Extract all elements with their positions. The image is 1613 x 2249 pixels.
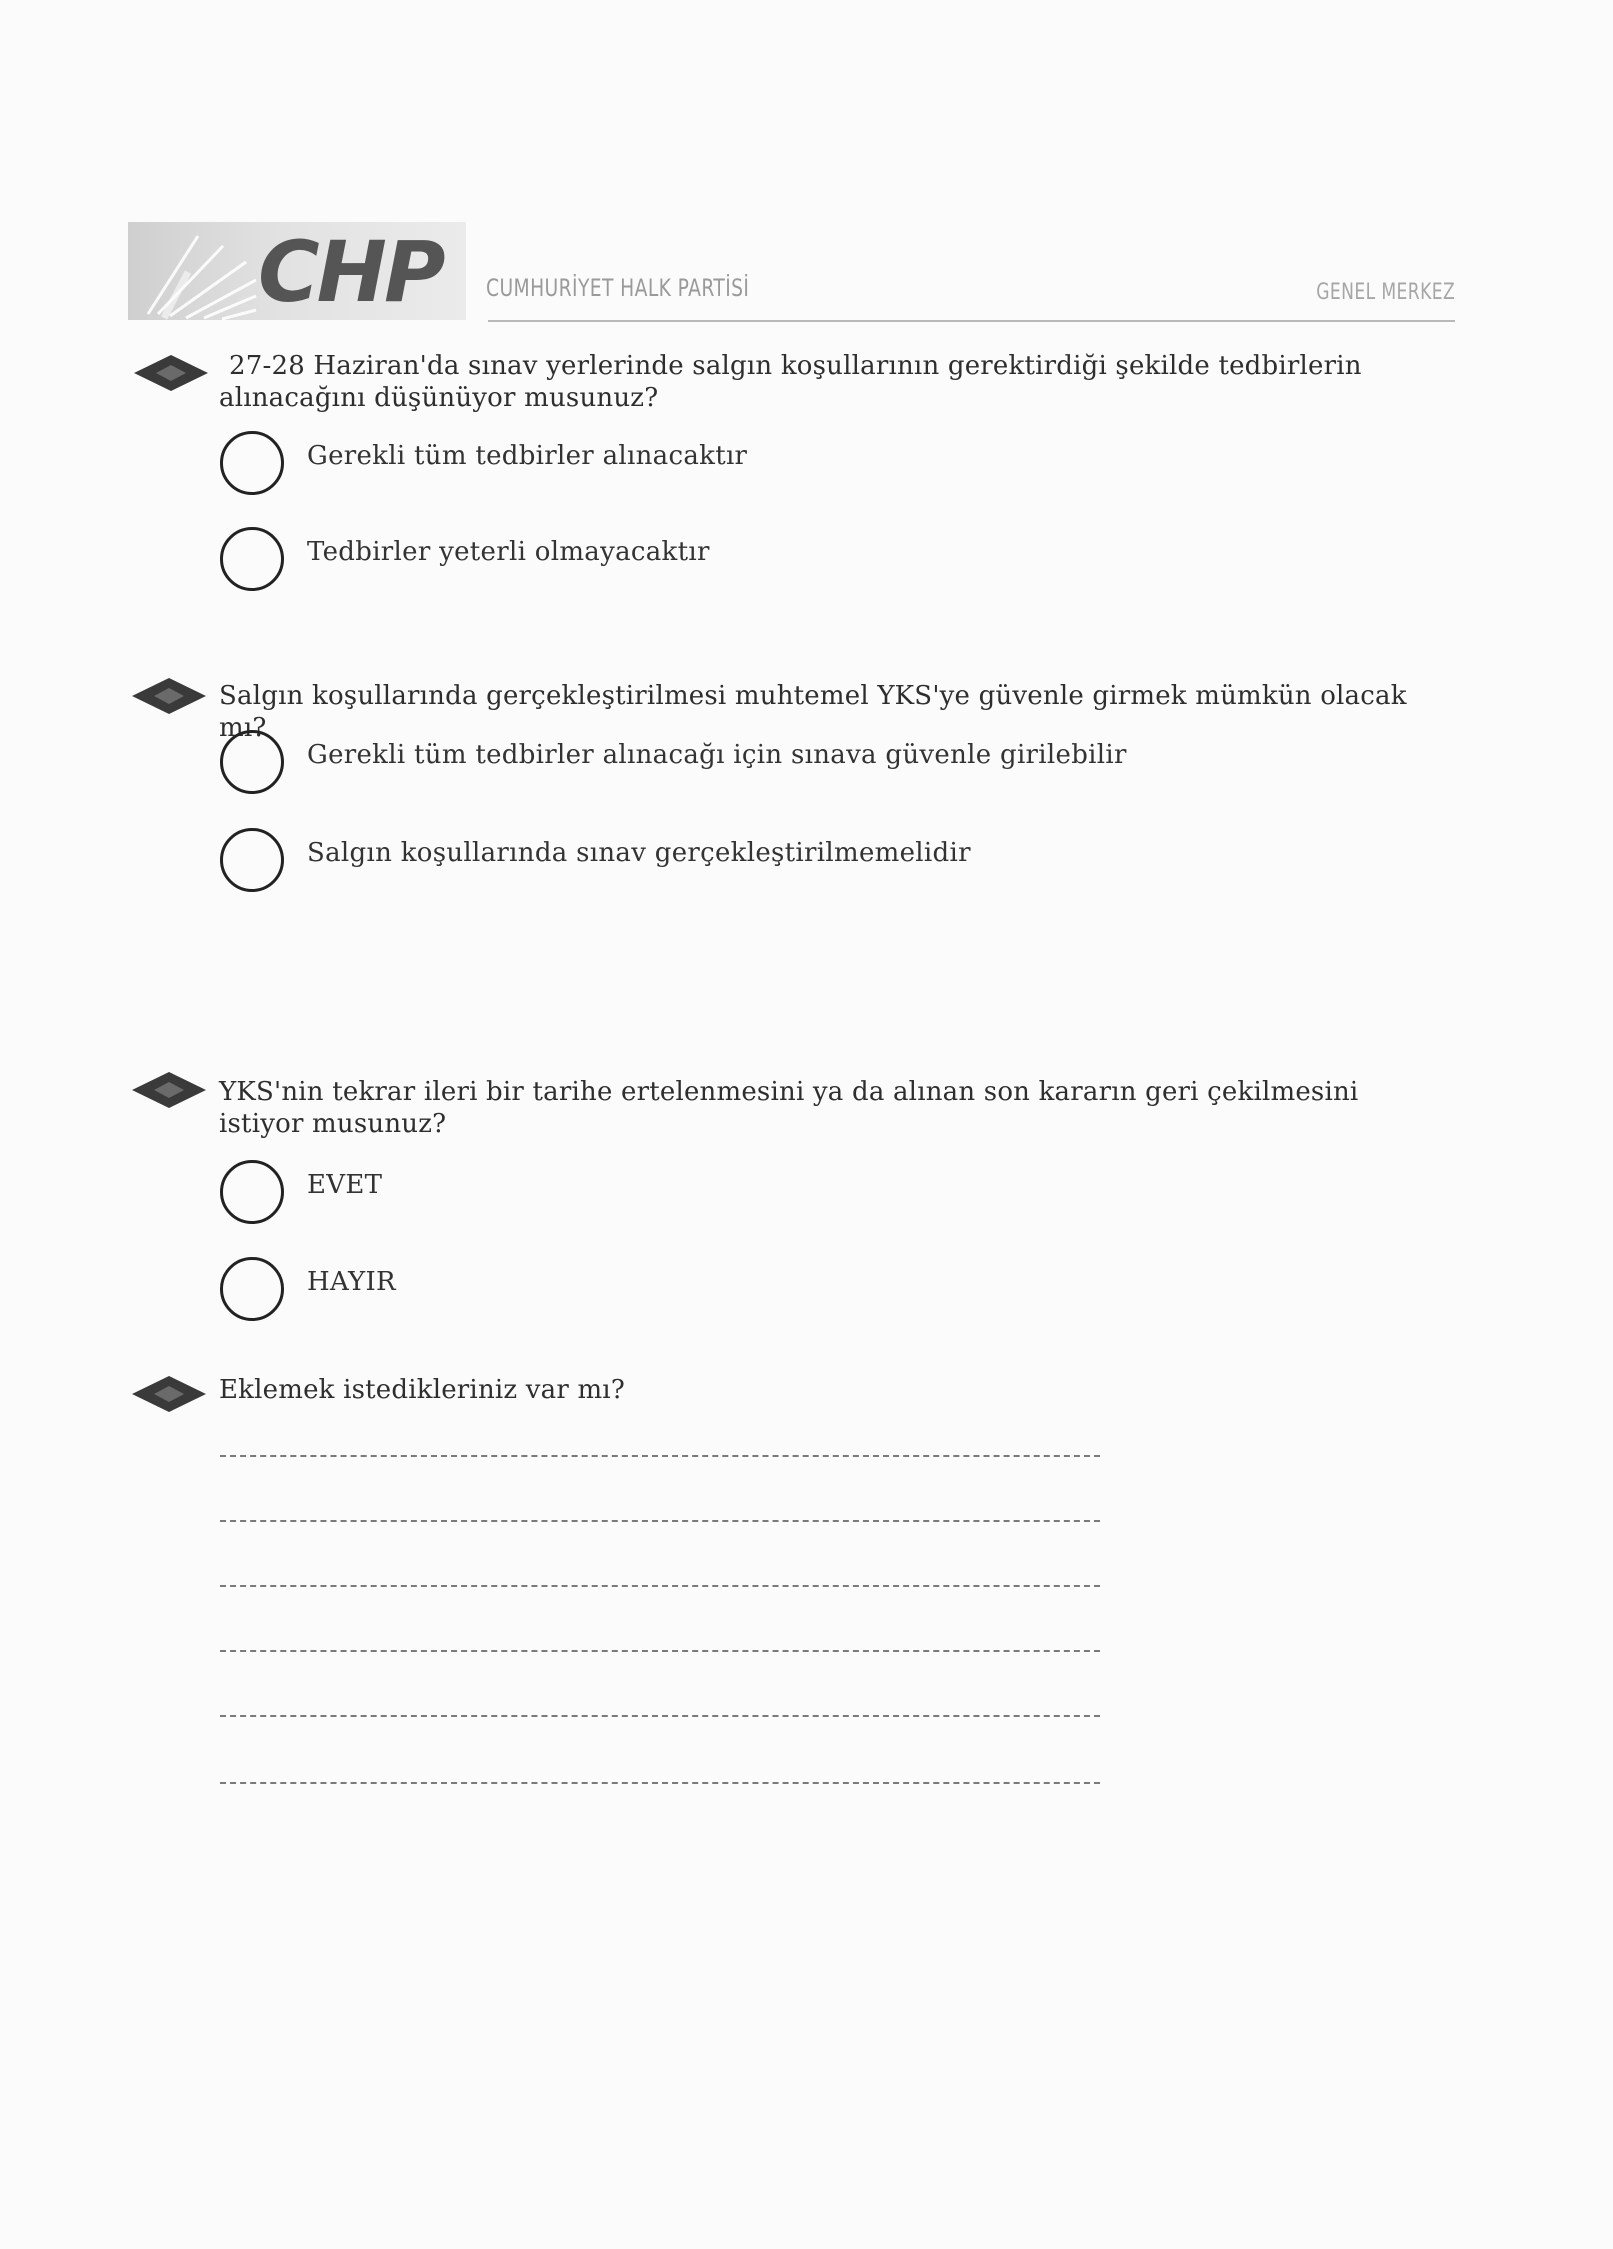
answer-line[interactable] bbox=[220, 1782, 1100, 1784]
answer-line[interactable] bbox=[220, 1520, 1100, 1522]
option-label: Gerekli tüm tedbirler alınacağı için sınava güvenle girilebilir bbox=[307, 740, 1127, 770]
chp-logo bbox=[128, 222, 466, 320]
header-divider bbox=[488, 320, 1455, 322]
option-label: Tedbirler yeterli olmayacaktır bbox=[307, 537, 710, 567]
radio-circle[interactable] bbox=[220, 828, 284, 892]
party-name: CUMHURİYET HALK PARTİSİ bbox=[486, 274, 750, 302]
radio-circle[interactable] bbox=[220, 730, 284, 794]
letterhead bbox=[128, 222, 1455, 322]
headquarters-label: GENEL MERKEZ bbox=[1316, 280, 1455, 305]
answer-line[interactable] bbox=[220, 1455, 1100, 1457]
question-1-text: 27-28 Haziran'da sınav yerlerinde salgın koşullarının gerektirdiği şekilde tedbirlerin alınacağını düşünüyor musunuz? bbox=[219, 351, 1362, 413]
diamond-bullet-icon bbox=[132, 678, 206, 714]
diamond-bullet-icon bbox=[132, 1072, 206, 1108]
answer-line[interactable] bbox=[220, 1650, 1100, 1652]
option-label: EVET bbox=[307, 1170, 383, 1200]
answer-line[interactable] bbox=[220, 1585, 1100, 1587]
radio-circle[interactable] bbox=[220, 1160, 284, 1224]
option-label: HAYIR bbox=[307, 1267, 396, 1297]
radio-circle[interactable] bbox=[220, 1257, 284, 1321]
question-4-text: Eklemek istedikleriniz var mı? bbox=[219, 1375, 625, 1405]
question-3-text: YKS'nin tekrar ileri bir tarihe ertelenmesini ya da alınan son kararın geri çekilmesini istiyor musunuz? bbox=[219, 1077, 1359, 1139]
logo-wordmark: CHP bbox=[258, 223, 443, 320]
option-label: Gerekli tüm tedbirler alınacaktır bbox=[307, 441, 748, 471]
diamond-bullet-icon bbox=[132, 1376, 206, 1412]
option-label: Salgın koşullarında sınav gerçekleştirilmemelidir bbox=[307, 838, 971, 868]
radio-circle[interactable] bbox=[220, 431, 284, 495]
diamond-bullet-icon bbox=[134, 355, 208, 391]
answer-line[interactable] bbox=[220, 1715, 1100, 1717]
question-2-text: Salgın koşullarında gerçekleştirilmesi muhtemel YKS'ye güvenle girmek mümkün olacak mı? bbox=[219, 681, 1407, 743]
radio-circle[interactable] bbox=[220, 527, 284, 591]
